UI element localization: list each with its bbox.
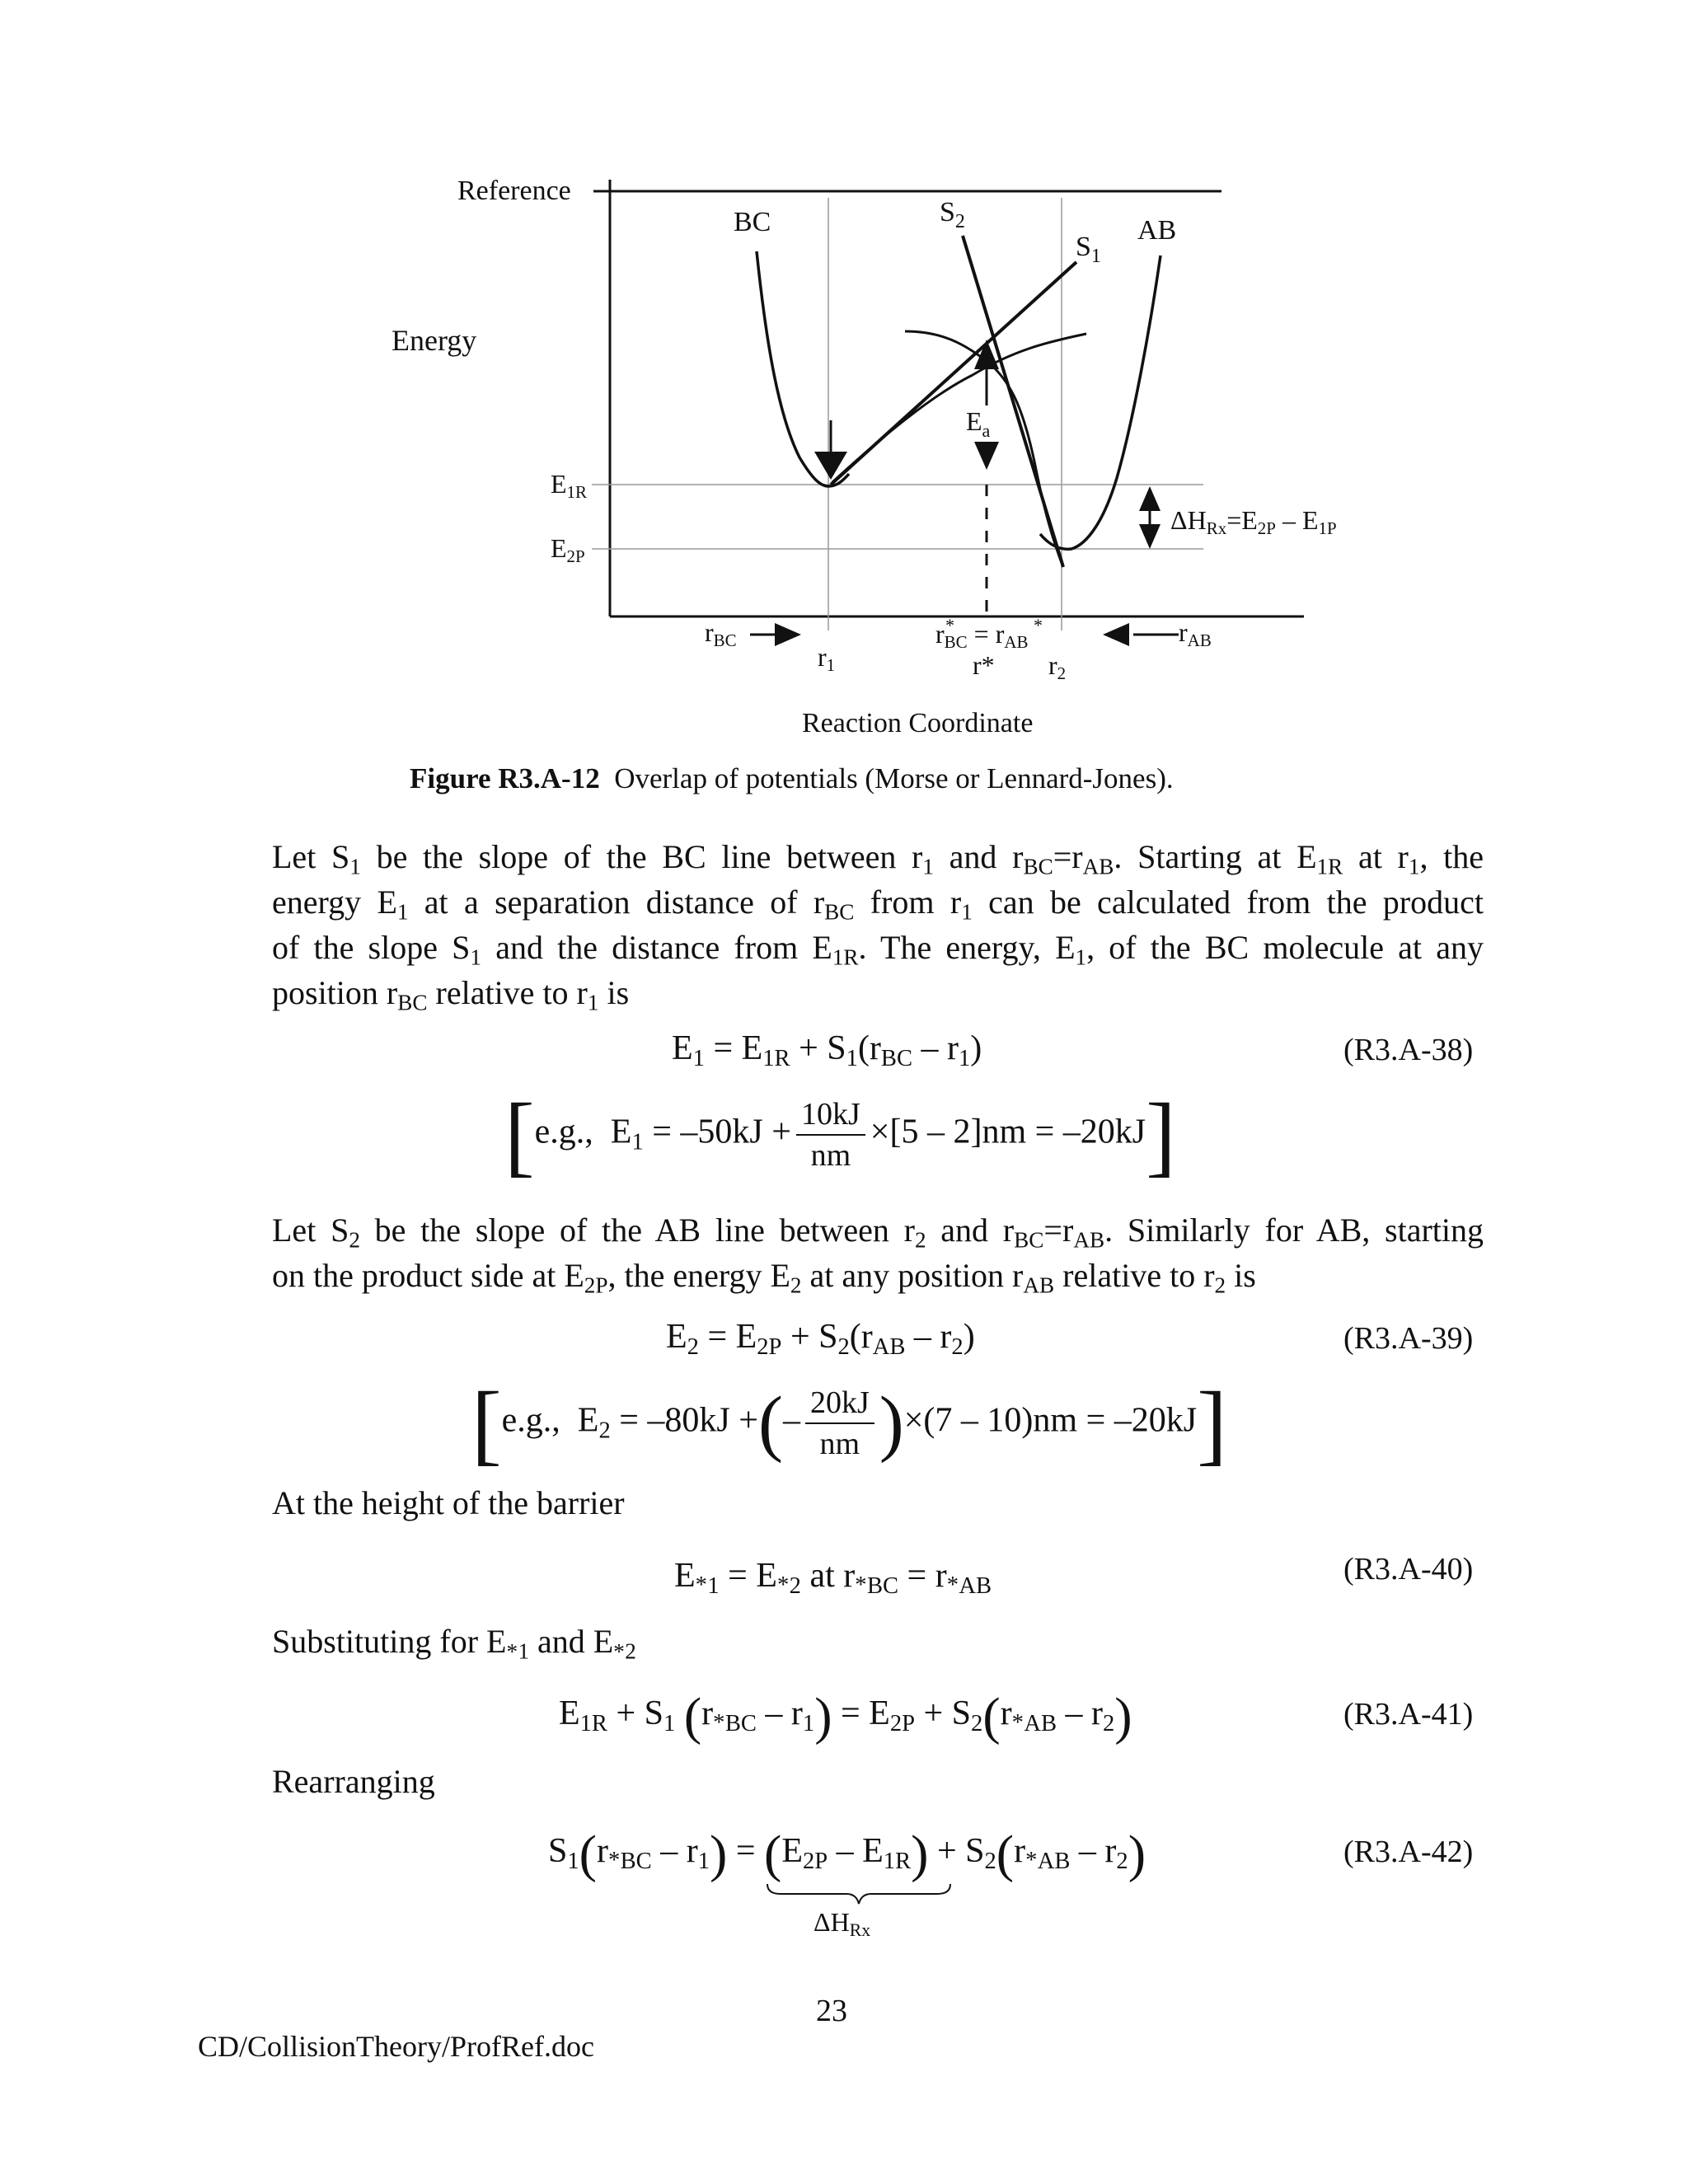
equation-number-38: (R3.A-38) (1343, 1033, 1474, 1067)
underbrace (764, 1882, 954, 1905)
ea-label: $E_a$ (966, 406, 991, 441)
rstar-label: r* (973, 650, 995, 680)
equation-number-39: (R3.A-39) (1343, 1321, 1474, 1356)
document-path: CD/CollisionTheory/ProfRef.doc (198, 2030, 594, 2063)
s1-label: $S_1$ (1076, 232, 1101, 267)
equation-number-41: (R3.A-41) (1343, 1697, 1474, 1732)
s2-label: $S_2$ (940, 197, 965, 232)
substituting-text: Substituting for E * $_1$ and E * $_2$ (272, 1623, 636, 1664)
bc-curve (757, 251, 849, 486)
rbc-arrow-label: rBC (705, 617, 737, 650)
example-1: [e.g., $E_1 = -50kJ$ + $\frac{10kJ}{nm}$ ×[5 – 2]nm = –20kJ] (504, 1085, 1176, 1185)
equation-number-42: (R3.A-42) (1343, 1835, 1474, 1869)
caption-number: Figure R3.A-12 (410, 762, 600, 794)
x-axis-label: Reaction Coordinate (802, 708, 1034, 738)
paragraph-2 (272, 1207, 1484, 1298)
s1-line (831, 262, 1076, 485)
rab-arrowhead (1103, 623, 1129, 646)
dh-up-arrowhead (1139, 486, 1160, 511)
equation-number-40: (R3.A-40) (1343, 1552, 1474, 1586)
bc-label: BC (734, 207, 771, 237)
rstar-equality-label: rBC = rAB (935, 619, 1029, 652)
r1-label: r1 (818, 642, 836, 675)
paragraph-1-line-4: position $r_{BC}$ relative to $r_1$ is (272, 974, 630, 1015)
paragraph-1-line-2: energy $E_1$ at a separation distance of $r_{BC}$ from $r_1$ can be calculated from the product (272, 883, 1484, 925)
energy-diagram (0, 0, 1688, 824)
equation-r3a-42: $S_1(r$ * $_{BC} - r_1) = (E_{2P} - E_{1R})$ $\Delta H_{Rx}$ + $S_2(r$ * $_{AB} - r_2$) (548, 1824, 1146, 1941)
caption-text: Overlap of potentials (Morse or Lennard-Jones). (614, 762, 1174, 794)
delta-h-rx-label: $\Delta H_{Rx}$ (814, 1907, 871, 1941)
paragraph-2-line-1: Let $S_2$ be the slope of the AB line between $r_2$ and $r_{BC}=r_{AB}$. Similarly for AB, starting (272, 1212, 1484, 1253)
ab-continuation-curve (832, 334, 1086, 482)
r2-label: r2 (1048, 650, 1067, 683)
equation-r3a-41: $E_{1R} + S_1$ (r * $_{BC} - r_1) = E_{2P} + S_2(r$ * $_{AB} - r_2$) (559, 1686, 1132, 1746)
s2-line (963, 236, 1063, 567)
paragraph-1-line-1: Let $S_1$ be the slope of the BC line between $r_1$ and $r_{BC}=r_{AB}$. Starting at $E_{1R}$ at $r_1$, the (272, 838, 1484, 879)
equation-r3a-38: $E_1 = E_{1R} + S_1(r_{BC} - r_1)$ (672, 1029, 982, 1071)
equation-r3a-39: $E_2 = E_{2P} + S_2(r_{AB} - r_2)$ (666, 1318, 975, 1360)
barrier-text: At the height of the barrier (272, 1484, 625, 1521)
e2p-label: E2P (551, 533, 585, 566)
energy-label: Energy (392, 324, 477, 357)
rstar-star-2: * (1034, 615, 1043, 635)
ab-label: AB (1137, 215, 1177, 246)
paragraph-1 (272, 834, 1484, 1015)
e1r-label: E1R (551, 469, 588, 502)
page-number: 23 (816, 1994, 847, 2028)
rstar-star-1: * (945, 615, 954, 635)
paragraph-2-line-2: on the product side at $E_{2P}$, the energy $E_2$ at any position $r_{AB}$ relative to $r_2$ is (272, 1257, 1256, 1298)
reference-label: Reference (457, 176, 571, 206)
equation-r3a-40: E * $_1$ = E * $_2$ at r * $_{BC}$ = r * $_{AB}$ (674, 1557, 992, 1599)
figure-caption (410, 762, 1174, 795)
example-2: [e.g., $E_2 = -80kJ$ +(– $\frac{20kJ}{nm}$ )×(7 – 10)nm = –20kJ] (471, 1373, 1227, 1474)
dh-down-arrowhead (1139, 524, 1160, 549)
rab-arrow-label: rAB (1179, 617, 1212, 650)
rbc-arrowhead (775, 623, 801, 646)
paragraph-1-line-3: of the slope $S_1$ and the distance from $E_{1R}$. The energy, $E_1$, of the BC molecule at any (272, 929, 1484, 970)
rearranging-text: Rearranging (272, 1763, 435, 1800)
delta-h-label: ΔHRx=E2P – E1P (1170, 505, 1337, 538)
underbrace-group: $(E_{2P} - E_{1R})$ $\Delta H_{Rx}$ (764, 1831, 928, 1871)
ea-down-arrowhead (974, 442, 999, 470)
